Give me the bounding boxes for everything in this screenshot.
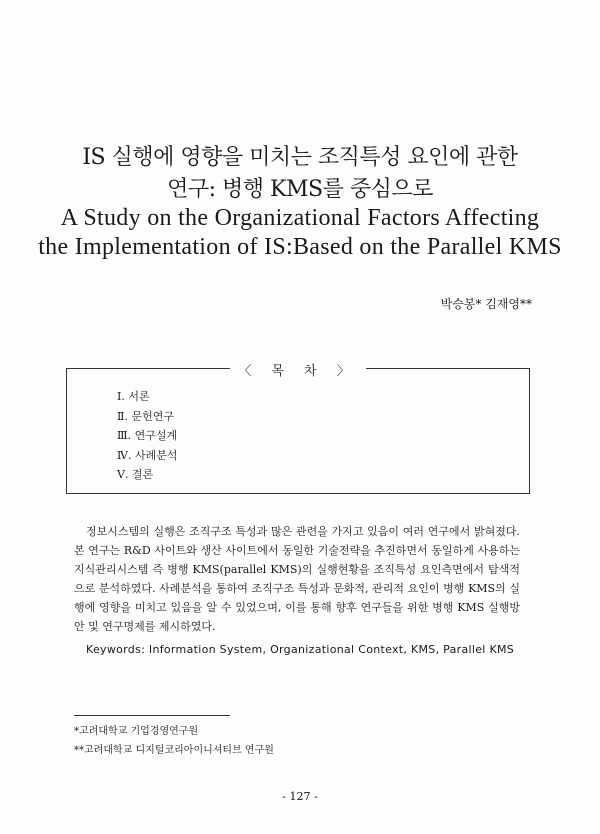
footnote-2: **고려대학교 디지털코리아이니셔티브 연구원	[74, 745, 274, 756]
toc-item: Ⅴ. 결론	[117, 468, 154, 481]
authors: 박승봉* 김재영**	[440, 297, 532, 311]
table-of-contents	[66, 364, 530, 494]
english-title-line-2: the Implementation of IS:Based on the Parallel KMS	[38, 234, 562, 260]
footnote-1: *고려대학교 기업경영연구원	[74, 726, 199, 737]
korean-title-line-2: 연구: 병행 KMS를 중심으로	[167, 177, 433, 202]
english-title-line-1: A Study on the Organizational Factors Affecting	[60, 205, 540, 231]
toc-item: Ⅲ. 연구설계	[117, 429, 178, 442]
abstract: 정보시스템의 실행은 조직구조 특성과 많은 관련을 가지고 있음이 여러 연구에서 밝혀졌다. 본 연구는 R&D 사이트와 생산 사이트에서 동일한 기술전략을 추진하면서 동일하게 사용하는 지식관리시스템 즉 병행 KMS(parallel KMS)의 실행현황을 조직특성 요인측면에서 탐색적으로 분석하였다. 사례분석을 통하여 조직구조 특성과 문화적, 관리적 요인이 병행 KMS의 실행에 영향을 미치고 있음을 알 수 있었으며, 이를 통해 향후 연구들을 위한 병행 KMS 실행방안 및 연구명제를 제시하였다.	[74, 525, 520, 633]
toc-header: 〈 목 차 〉	[230, 364, 366, 379]
toc-item: Ⅰ. 서론	[117, 390, 150, 403]
toc-item: Ⅳ. 사례분석	[117, 448, 178, 462]
keywords: Keywords: Information System, Organizational Context, KMS, Parallel KMS	[86, 643, 515, 656]
korean-title-line-1: IS 실행에 영향을 미치는 조직특성 요인에 관한	[82, 145, 518, 170]
toc-item: Ⅱ. 문헌연구	[117, 409, 174, 423]
footnote-divider	[74, 715, 230, 716]
page-number: - 127 -	[282, 790, 318, 803]
